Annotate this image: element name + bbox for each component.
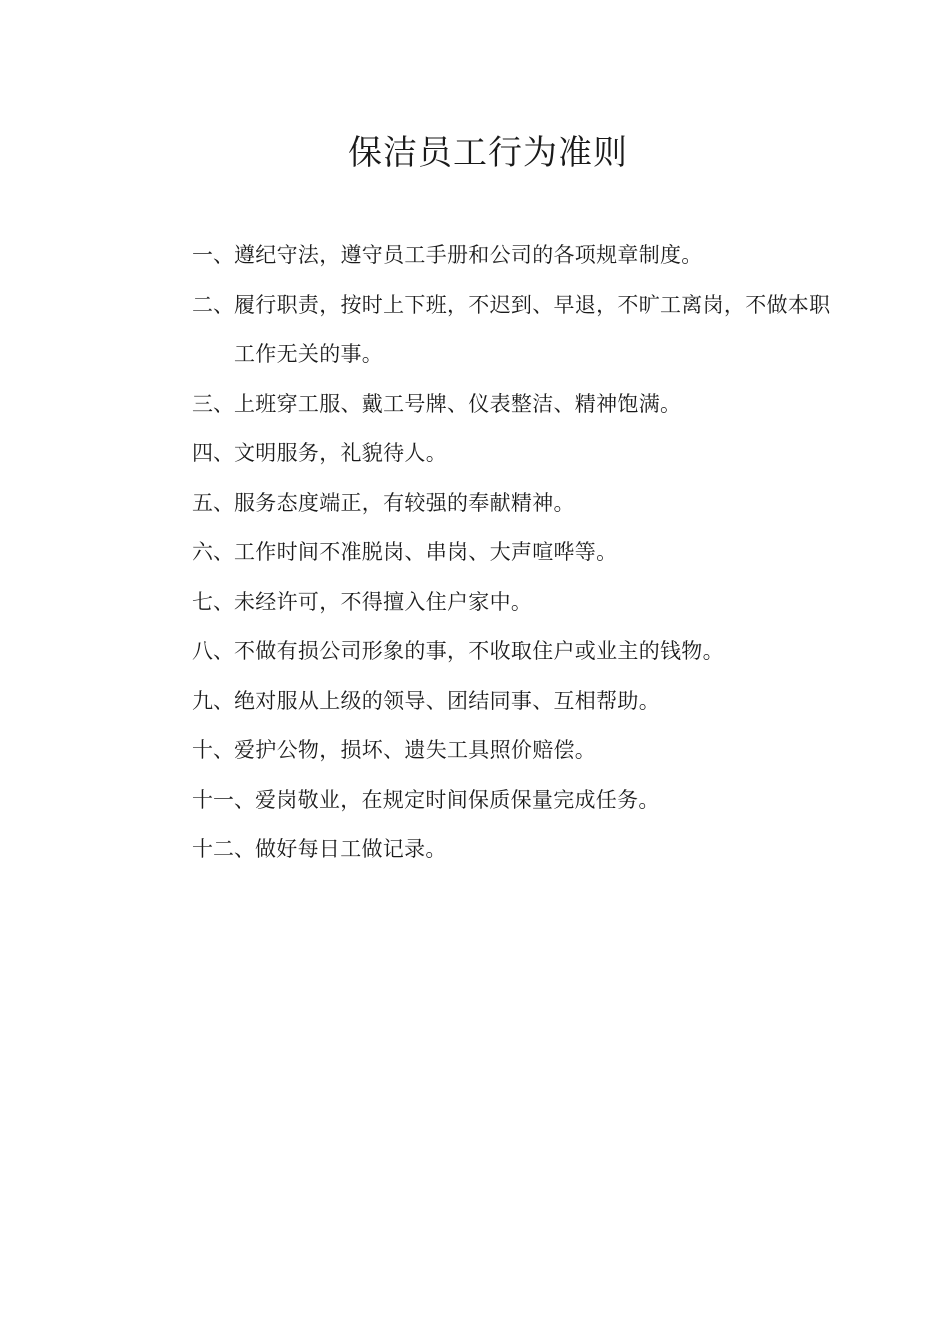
- rule-number: 五、: [192, 490, 234, 515]
- rule-text: 爱护公物，损坏、遗失工具照价赔偿。: [234, 738, 597, 762]
- rules-list: [192, 231, 852, 875]
- rule-item: [192, 726, 852, 776]
- rule-item: [192, 231, 852, 281]
- rule-text: 工作时间不准脱岗、串岗、大声喧哗等。: [234, 540, 618, 564]
- rule-number: 一、: [192, 243, 234, 267]
- rule-text: 遵纪守法，遵守员工手册和公司的各项规章制度。: [234, 243, 703, 267]
- rule-text: 服务态度端正，有较强的奉献精神。: [234, 490, 575, 515]
- rule-text: 绝对服从上级的领导、团结同事、互相帮助。: [234, 688, 660, 713]
- rule-item: [192, 578, 852, 628]
- rule-text: 上班穿工服、戴工号牌、仪表整洁、精神饱满。: [234, 391, 682, 416]
- rule-item: [192, 380, 852, 430]
- rule-number: 九、: [192, 688, 234, 713]
- rule-text: 不做有损公司形象的事，不收取住户或业主的钱物。: [234, 639, 724, 663]
- rule-number: 十二、: [192, 837, 255, 861]
- rule-text: 未经许可，不得擅入住户家中。: [234, 589, 533, 614]
- rule-number: 四、: [192, 441, 234, 465]
- rule-item: [192, 281, 852, 380]
- rule-number: 七、: [192, 589, 234, 614]
- rule-text: 做好每日工做记录。: [255, 837, 447, 861]
- rule-number: 六、: [192, 540, 234, 564]
- rule-item: [192, 429, 852, 479]
- rule-item: [192, 677, 852, 727]
- rule-number: 十、: [192, 738, 234, 762]
- rule-item: [192, 627, 852, 677]
- document-title: 保洁员工行为准则: [348, 133, 628, 173]
- rule-text: 文明服务，礼貌待人。: [234, 441, 447, 465]
- rule-number: 十一、: [192, 787, 255, 812]
- rule-item: [192, 825, 852, 875]
- rule-text: 爱岗敬业，在规定时间保质保量完成任务。: [255, 787, 660, 812]
- rule-item: [192, 479, 852, 529]
- rule-number: 八、: [192, 639, 234, 663]
- rule-item: [192, 528, 852, 578]
- rule-text: 履行职责，按时上下班，不迟到、早退，不旷工离岗，不做本职工作无关的事。: [234, 292, 831, 366]
- rule-number: 二、: [192, 292, 234, 317]
- rule-item: [192, 776, 852, 826]
- rule-number: 三、: [192, 391, 234, 416]
